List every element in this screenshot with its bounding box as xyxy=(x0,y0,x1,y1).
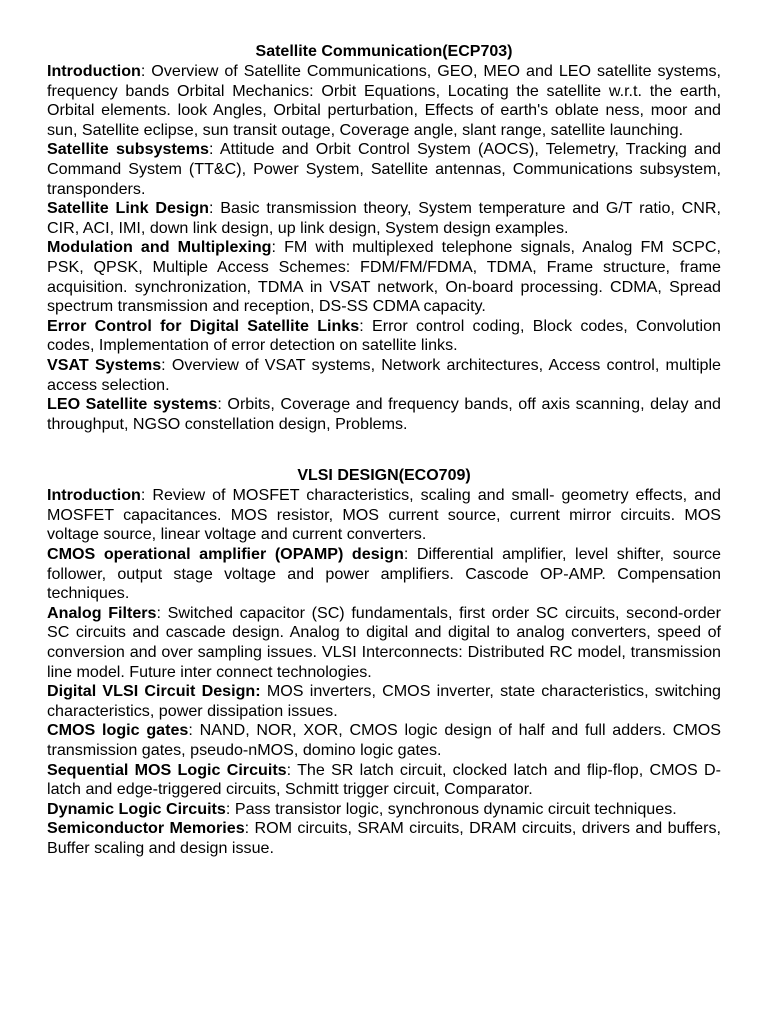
topic-satellite-link-design xyxy=(47,199,721,238)
topic-title: Introduction xyxy=(47,62,141,80)
topic-digital-vlsi-circuit-design xyxy=(47,682,721,721)
topic-text: Pass transistor logic, synchronous dynamic circuit techniques. xyxy=(234,799,677,818)
topic-text: Overview of Satellite Communications, GEO, MEO and LEO satellite systems, frequency bands Orbital Mechanics: Orbit Equations, Locating the satellite w.r.t. the earth, Orbital elements. look Angles, Orbital perturbation, Effects of earth's oblate ness, moor and sun, Satellite eclipse, sun transit outage, Coverage angle, slant range, satellite launching. xyxy=(47,62,721,139)
topic-title: Semiconductor Memories xyxy=(47,819,245,838)
syllabus-document xyxy=(47,42,721,859)
topic-text: MOS inverters, CMOS inverter, state characteristics, switching characteristics, power dissipation issues. xyxy=(47,682,721,720)
topic-separator: : xyxy=(140,62,152,80)
topic-introduction xyxy=(47,62,721,140)
topic-title: VSAT Systems xyxy=(47,355,162,374)
topic-modulation-multiplexing xyxy=(47,238,721,316)
topic-text: The SR latch circuit, clocked latch and flip-flop, CMOS D-latch and edge-triggered circuits, Schmitt trigger circuit, Comparator. xyxy=(47,760,721,799)
topic-separator: : xyxy=(225,799,235,818)
topic-separator: : xyxy=(217,395,228,414)
topic-title: Satellite Link Design xyxy=(47,199,209,218)
section-satellite-communication xyxy=(47,42,721,434)
topic-text: FM with multiplexed telephone signals, Analog FM SCPC, PSK, QPSK, Multiple Access Schemes: FDM/FM/FDMA, TDMA, Frame structure, frame acquisition. synchronization, TDMA in VSAT network, On-board processing. CDMA, Spread spectrum transmission and reception, DS-SS CDMA capacity. xyxy=(47,238,721,316)
topic-title: Sequential MOS Logic Circuits xyxy=(47,760,287,779)
topic-title: Dynamic Logic Circuits xyxy=(47,799,226,818)
section-title: VLSI DESIGN(ECO709) xyxy=(297,467,471,485)
topic-separator: : xyxy=(156,603,168,622)
topic-separator: : xyxy=(286,760,298,779)
topic-separator: : xyxy=(140,486,153,505)
topic-title: Analog Filters xyxy=(47,603,157,622)
topic-separator: : xyxy=(359,316,372,335)
topic-leo-satellite-systems xyxy=(47,395,721,434)
topic-dynamic-logic-circuits xyxy=(47,800,721,820)
topic-separator: : xyxy=(403,545,417,564)
topic-text: Differential amplifier, level shifter, source follower, output stage voltage and power amplifiers. Cascode OP-AMP. Compensation techniques. xyxy=(47,545,721,603)
topic-title: LEO Satellite systems xyxy=(47,395,218,414)
topic-title: CMOS operational amplifier (OPAMP) design xyxy=(47,545,404,564)
topic-title: Digital VLSI Circuit Design: xyxy=(47,682,261,701)
topic-text: Orbits, Coverage and frequency bands, off axis scanning, delay and throughput, NGSO constellation design, Problems. xyxy=(47,395,721,433)
section-vlsi-design xyxy=(47,466,721,858)
topic-title: Introduction xyxy=(47,486,141,505)
topic-title: Modulation and Multiplexing xyxy=(47,238,272,257)
topic-satellite-subsystems xyxy=(47,140,721,199)
topic-title: Error Control for Digital Satellite Links xyxy=(47,316,360,335)
topic-semiconductor-memories xyxy=(47,819,721,858)
topic-text: Review of MOSFET characteristics, scaling and small- geometry effects, and MOSFET capacitances. MOS resistor, MOS current source, current mirror circuits. MOS voltage source, linear voltage and current converters. xyxy=(47,486,721,544)
topic-text: ROM circuits, SRAM circuits, DRAM circuits, drivers and buffers, Buffer scaling and design issue. xyxy=(47,819,722,857)
topic-text: Error control coding, Block codes, Convolution codes, Implementation of error detection on satellite links. xyxy=(47,316,721,355)
section-spacer xyxy=(47,434,721,466)
section-title: Satellite Communication(ECP703) xyxy=(255,43,513,60)
topic-vsat-systems xyxy=(47,356,721,395)
topic-separator: : xyxy=(244,819,255,838)
topic-error-control xyxy=(47,317,721,356)
topic-separator: : xyxy=(188,721,200,740)
topic-text: Overview of VSAT systems, Network architectures, Access control, multiple access selection. xyxy=(47,355,721,394)
topic-cmos-opamp-design xyxy=(47,545,721,604)
topic-analog-filters xyxy=(47,604,721,682)
topic-separator: : xyxy=(209,199,221,218)
topic-cmos-logic-gates xyxy=(47,721,721,760)
topic-title: Satellite subsystems xyxy=(47,140,210,159)
topic-text: Switched capacitor (SC) fundamentals, first order SC circuits, second-order SC circuits and cascade design. Analog to digital and digital to analog converters, speed of conversion and over sampling issues. VLSI Interconnects: Distributed RC model, transmission line model. Future inter connect technologies. xyxy=(47,603,721,681)
topic-separator: : xyxy=(209,140,220,159)
topic-sequential-mos-logic xyxy=(47,761,721,800)
topic-title: CMOS logic gates xyxy=(47,721,189,740)
topic-text: NAND, NOR, XOR, CMOS logic design of half and full adders. CMOS transmission gates, pseudo-nMOS, domino logic gates. xyxy=(47,721,721,759)
topic-separator: : xyxy=(271,238,285,257)
topic-introduction xyxy=(47,486,721,545)
topic-text: Attitude and Orbit Control System (AOCS), Telemetry, Tracking and Command System (TT&C), Power System, Satellite antennas, Communications subsystem, transponders. xyxy=(47,140,721,198)
topic-separator: : xyxy=(161,355,172,374)
topic-text: Basic transmission theory, System temperature and G/T ratio, CNR, CIR, ACI, IMI, down link design, up link design, System design examples. xyxy=(47,199,722,237)
